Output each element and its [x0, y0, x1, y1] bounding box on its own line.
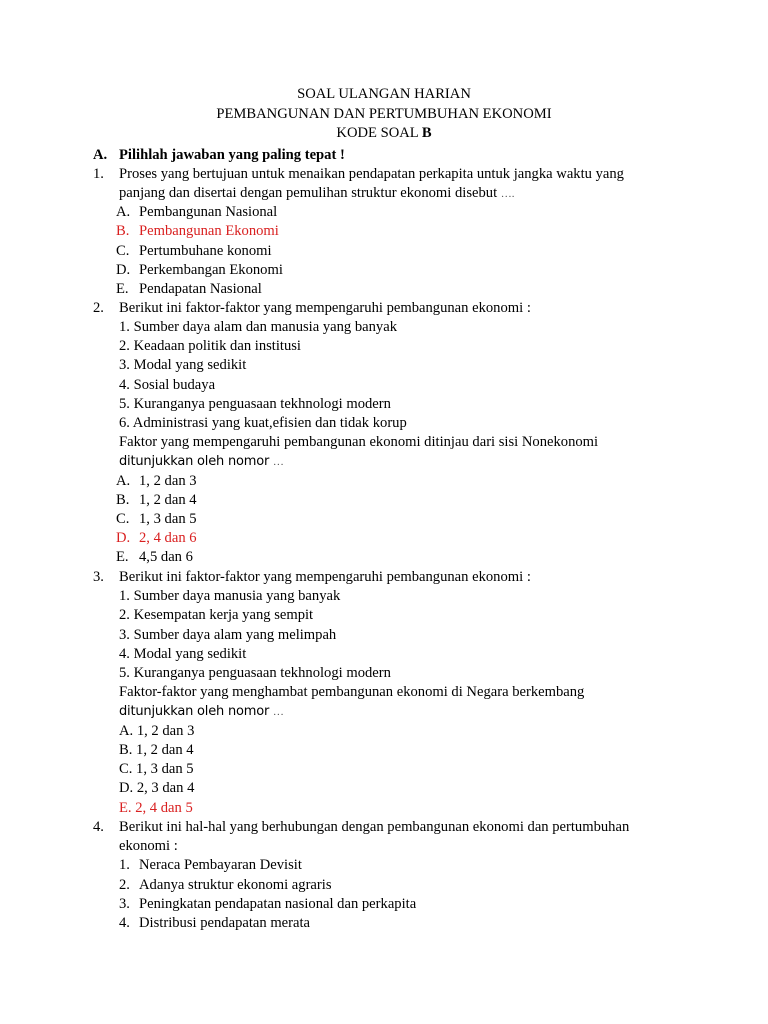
q4-item-2: Adanya struktur ekonomi agraris: [139, 877, 332, 893]
q1-option-c-letter: C.: [116, 243, 130, 259]
q2-option-a-letter: A.: [116, 473, 131, 489]
q1-option-d-letter: D.: [116, 262, 131, 278]
q4-item-2-number: 2.: [119, 877, 130, 893]
q1-text-line2-content: panjang dan disertai dengan pemulihan struktur ekonomi disebut: [119, 185, 498, 201]
q3-intro: Berikut ini faktor-faktor yang mempengaruhi pembangunan ekonomi :: [119, 569, 531, 585]
q4-item-3: Peningkatan pendapatan nasional dan perkapita: [139, 896, 417, 912]
q1-option-e-letter: E.: [116, 281, 129, 297]
q2-item-6: 6. Administrasi yang kuat,efisien dan tidak korup: [119, 415, 407, 431]
q2-question-line2-content: ditunjukkan oleh nomor: [119, 454, 270, 469]
q3-option-a: A. 1, 2 dan 3: [119, 723, 195, 739]
q3-option-c: C. 1, 3 dan 5: [119, 761, 194, 777]
q2-item-1: 1. Sumber daya alam dan manusia yang banyak: [119, 319, 398, 335]
q3-option-e-answer: E. 2, 4 dan 5: [119, 800, 193, 816]
q2-option-e: 4,5 dan 6: [139, 549, 193, 565]
section-instruction: Pilihlah jawaban yang paling tepat !: [119, 147, 345, 163]
q3-question-line1: Faktor-faktor yang menghambat pembangunan ekonomi di Negara berkembang: [119, 684, 585, 700]
q4-intro-line1: Berikut ini hal-hal yang berhubungan dengan pembangunan ekonomi dan pertumbuhan: [119, 819, 630, 835]
q1-number: 1.: [93, 166, 104, 182]
q4-item-1: Neraca Pembayaran Devisit: [139, 857, 302, 873]
header-subtitle: PEMBANGUNAN DAN PERTUMBUHAN EKONOMI: [216, 105, 552, 122]
header-title: SOAL ULANGAN HARIAN: [297, 86, 471, 102]
q1-dots: ….: [500, 188, 515, 200]
document-header: [0, 85, 768, 144]
q2-option-e-letter: E.: [116, 549, 129, 565]
q2-option-d-letter: D.: [116, 530, 131, 546]
q1-option-d: Perkembangan Ekonomi: [139, 262, 283, 278]
q3-option-b: B. 1, 2 dan 4: [119, 742, 194, 758]
q3-question-line2: [119, 702, 284, 722]
q2-option-d-answer: 2, 4 dan 6: [139, 530, 197, 546]
header-code-value: B: [421, 125, 432, 141]
header-code-prefix: KODE SOAL: [336, 125, 422, 141]
header-code: [0, 124, 768, 144]
q1-option-b-answer: Pembangunan Ekonomi: [139, 223, 279, 239]
q4-item-3-number: 3.: [119, 896, 130, 912]
q1-option-a: Pembangunan Nasional: [139, 204, 278, 220]
q3-item-3: 3. Sumber daya alam yang melimpah: [119, 627, 337, 643]
q2-option-c-letter: C.: [116, 511, 130, 527]
q4-item-4: Distribusi pendapatan merata: [139, 915, 311, 931]
q3-item-4: 4. Modal yang sedikit: [119, 646, 247, 662]
q2-option-a: 1, 2 dan 3: [139, 473, 197, 489]
q2-item-5: 5. Kuranganya penguasaan tekhnologi modern: [119, 396, 391, 412]
q2-item-4: 4. Sosial budaya: [119, 377, 216, 393]
q2-option-b: 1, 2 dan 4: [139, 492, 197, 508]
q3-item-5: 5. Kuranganya penguasaan tekhnologi modern: [119, 665, 391, 681]
q1-text-line1: Proses yang bertujuan untuk menaikan pendapatan perkapita untuk jangka waktu yang: [119, 166, 624, 182]
q3-question-line2-content: ditunjukkan oleh nomor: [119, 704, 270, 719]
q2-option-b-letter: B.: [116, 492, 130, 508]
q2-option-c: 1, 3 dan 5: [139, 511, 197, 527]
q2-question-line2: [119, 452, 284, 472]
q2-intro: Berikut ini faktor-faktor yang mempengaruhi pembangunan ekonomi :: [119, 300, 531, 316]
q4-item-4-number: 4.: [119, 915, 130, 931]
q1-option-b-letter: B.: [116, 223, 130, 239]
q2-number: 2.: [93, 300, 104, 316]
q3-number: 3.: [93, 569, 104, 585]
q2-item-3: 3. Modal yang sedikit: [119, 357, 247, 373]
q3-item-2: 2. Kesempatan kerja yang sempit: [119, 607, 314, 623]
q3-dots: …: [272, 706, 284, 718]
q1-option-e: Pendapatan Nasional: [139, 281, 262, 297]
q2-dots: …: [272, 456, 284, 468]
section-letter: A.: [93, 147, 108, 163]
q3-item-1: 1. Sumber daya manusia yang banyak: [119, 588, 341, 604]
q1-text-line2: [119, 184, 515, 204]
q2-item-2: 2. Keadaan politik dan institusi: [119, 338, 301, 354]
q4-intro-line2: ekonomi :: [119, 838, 178, 854]
q4-item-1-number: 1.: [119, 857, 130, 873]
q3-option-d: D. 2, 3 dan 4: [119, 780, 195, 796]
q2-question-line1: Faktor yang mempengaruhi pembangunan ekonomi ditinjau dari sisi Nonekonomi: [119, 434, 599, 450]
q4-number: 4.: [93, 819, 104, 835]
q1-option-a-letter: A.: [116, 204, 131, 220]
q1-option-c: Pertumbuhane konomi: [139, 243, 272, 259]
